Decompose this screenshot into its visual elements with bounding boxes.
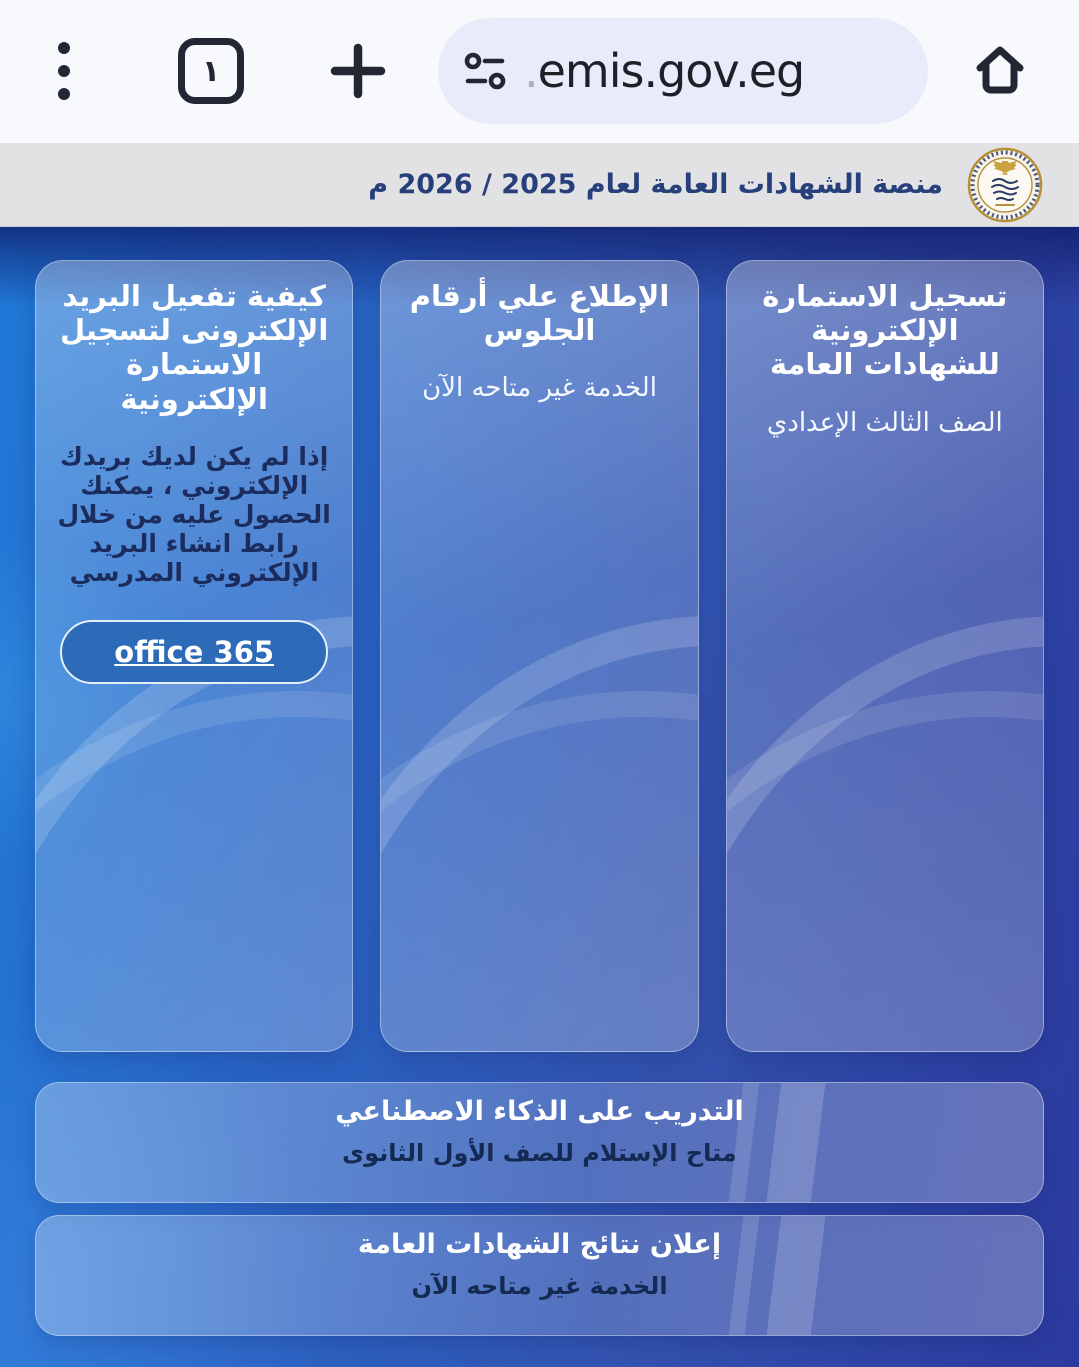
- decorative-arc: [35, 691, 353, 1052]
- banner-subtitle: الخدمة غير متاحه الآن: [411, 1272, 668, 1300]
- main-content: [0, 227, 1079, 1367]
- url-bar[interactable]: [438, 18, 928, 124]
- browser-menu-icon[interactable]: [58, 42, 70, 100]
- url-truncated-hint: .: [524, 44, 538, 98]
- decorative-arc: [726, 691, 1044, 1052]
- card-subtitle: الصف الثالث الإعدادي: [766, 407, 1003, 438]
- browser-toolbar: [0, 0, 1079, 142]
- home-button[interactable]: [970, 41, 1030, 101]
- url-text: emis.gov.eg: [537, 44, 805, 98]
- card-register-electronic-form[interactable]: [726, 260, 1044, 1052]
- site-controls-icon[interactable]: [462, 48, 508, 94]
- plus-icon: [328, 41, 388, 101]
- banner-title: التدريب على الذكاء الاصطناعي: [335, 1096, 744, 1127]
- page-title: منصة الشهادات العامة لعام 2025 / 2026 م: [368, 169, 943, 200]
- home-icon: [970, 41, 1030, 101]
- banner-subtitle: متاح الإستلام للصف الأول الثانوى: [342, 1139, 737, 1167]
- decorative-arc: [726, 616, 1044, 1052]
- banner-results-announcement[interactable]: [35, 1215, 1044, 1336]
- card-subtitle: الخدمة غير متاحه الآن: [422, 373, 657, 404]
- banner-title: إعلان نتائج الشهادات العامة: [357, 1229, 722, 1260]
- decorative-arc: [380, 616, 698, 1052]
- card-email-activation[interactable]: [35, 260, 353, 1052]
- site-header: [0, 142, 1079, 227]
- card-title: تسجيل الاستمارة الإلكترونية للشهادات العامة: [762, 279, 1008, 382]
- card-description: إذا لم يكن لديك بريدك الإلكتروني ، يمكنك الحصول عليه من خلال رابط انشاء البريد الإلكتروني المدرسي: [57, 441, 331, 587]
- new-tab-button[interactable]: [328, 41, 388, 101]
- card-title: كيفية تفعيل البريد الإلكترونى لتسجيل الاستمارة الإلكترونية: [59, 279, 329, 416]
- tab-count-label: ١: [201, 53, 221, 89]
- office-365-button[interactable]: office 365: [60, 620, 328, 684]
- tab-switcher-button[interactable]: [178, 38, 244, 104]
- card-title: الإطلاع علي أرقام الجلوس: [409, 279, 670, 348]
- decorative-arc: [380, 691, 698, 1052]
- service-cards-row: [35, 260, 1044, 1052]
- ministry-of-education-seal-logo: [967, 147, 1043, 223]
- card-seat-numbers[interactable]: [380, 260, 698, 1052]
- banner-ai-training[interactable]: [35, 1082, 1044, 1203]
